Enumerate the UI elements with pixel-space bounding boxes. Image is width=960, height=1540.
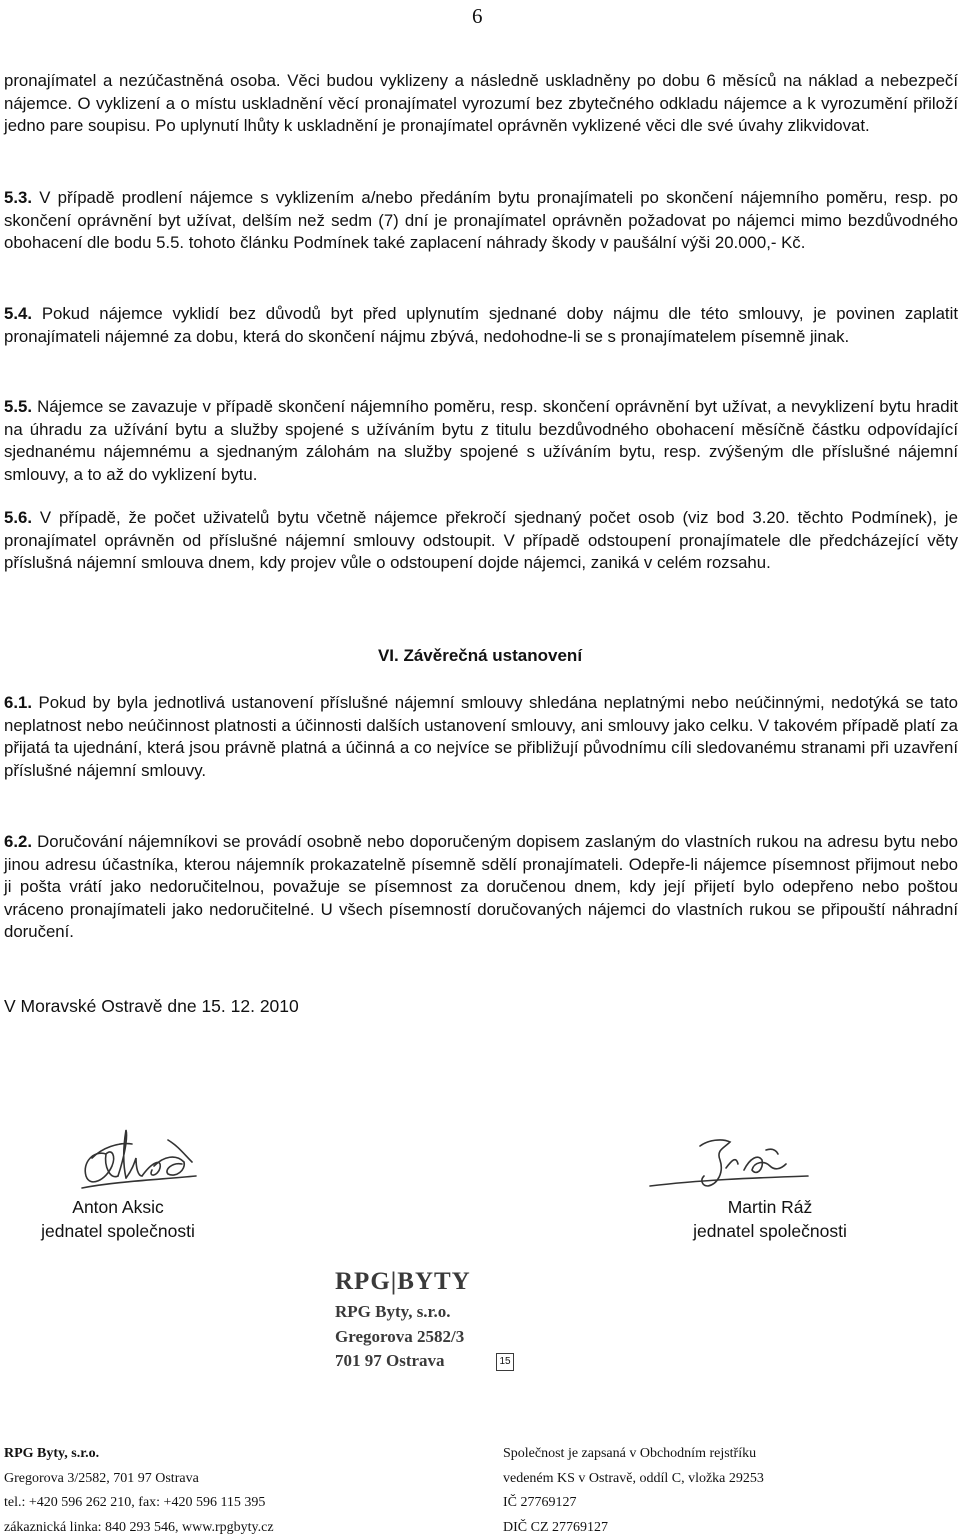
stamp-street: Gregorova 2582/3 xyxy=(335,1327,464,1347)
paragraph-text: Pokud by byla jednotlivá ustanovení příslušné nájemní smlouvy shledána neplatnými nebo neúčinnými, nedotýká se tato neplatnost nebo neúčinnost platnosti a účinnosti dalších ustanovení smlouvy, ani smlouvy jako celku. V takovém případě platí za přijatá ta ujednání, která jsou právně platná a účinná a co nejvíce se přibližují původnímu cíli sledovanému stranami při uzavření příslušné nájemní smlouvy. xyxy=(4,693,958,780)
paragraph-number: 5.4. xyxy=(4,304,32,323)
footer-dic: DIČ CZ 27769127 xyxy=(503,1516,943,1540)
page-number: 6 xyxy=(472,4,483,29)
signatory-name: Anton Aksic xyxy=(18,1195,218,1219)
paragraph-6-1 xyxy=(4,692,958,782)
footer-ico: IČ 27769127 xyxy=(503,1491,943,1516)
footer-phone: tel.: +420 596 262 210, fax: +420 596 115 395 xyxy=(4,1491,404,1516)
footer-company-name: RPG Byty, s.r.o. xyxy=(4,1442,404,1467)
paragraph-number: 5.6. xyxy=(4,508,32,527)
footer-court: vedeném KS v Ostravě, oddíl C, vložka 29253 xyxy=(503,1467,943,1492)
paragraph-text: Pokud nájemce vyklidí bez důvodů byt před uplynutím sjednané doby nájmu dle této smlouvy, je povinen zaplatit pronajímateli nájemné za dobu, která do skončení nájmu zbývá, nedohodne-li se s pronajímatelem písemně jinak. xyxy=(4,304,958,346)
paragraph-5-6 xyxy=(4,507,958,575)
footer-right xyxy=(503,1442,943,1540)
paragraph-text: V případě prodlení nájemce s vyklizením a/nebo předáním bytu pronajímateli po skončení nájemního poměru, resp. po skončení oprávnění byt užívat, delším než sedm (7) dní je pronajímatel oprávněn požadovat po nájemci mimo bezdůvodného obohacení dle bodu 5.5. tohoto článku Podmínek také zaplacení náhrady škody v paušální výši 20.000,- Kč. xyxy=(4,188,958,252)
footer-register: Společnost je zapsaná v Obchodním rejstříku xyxy=(503,1442,943,1467)
footer-address: Gregorova 3/2582, 701 97 Ostrava xyxy=(4,1467,404,1492)
paragraph-text: Doručování nájemníkovi se provádí osobně nebo doporučeným dopisem zaslaným do vlastních rukou na adresu bytu nebo jinou adresu účastníka, kterou nájemník prokazatelně písemně sdělí pronajímateli. Odepře-li nájemce písemnost přijmout nebo ji pošta vrátí jako nedoručitelnou, považuje se písemnost za doručenou dnem, kdy její přijetí bylo odepřeno nebo poštou vráceno pronajímateli jako nedoručitelné. U všech písemností doručovaných nájemci do vlastních rukou se připouští náhradní doručení. xyxy=(4,832,958,941)
signatory-name: Martin Ráž xyxy=(670,1195,870,1219)
paragraph-text: pronajímatel a nezúčastněná osoba. Věci budou vyklizeny a následně uskladněny po dobu 6 měsíců na náklad a nebezpečí nájemce. O vyklizení a o místu uskladnění věcí pronajímatel vyrozumí bez zbytečného odkladu nájemce a k vyrozumění přiloží jedno pare soupisu. Po uplynutí lhůty k uskladnění je pronajímatel oprávněn vyklizené věci dle své úvahy zlikvidovat. xyxy=(4,71,958,135)
company-stamp xyxy=(330,1262,530,1382)
stamp-city: 701 97 Ostrava xyxy=(335,1351,445,1371)
paragraph-number: 6.2. xyxy=(4,832,32,851)
signatory-role: jednatel společnosti xyxy=(670,1219,870,1243)
signatory-block-right xyxy=(670,1195,870,1243)
section-heading: VI. Závěrečná ustanovení xyxy=(0,646,960,666)
paragraph-number: 5.3. xyxy=(4,188,32,207)
signatory-role: jednatel společnosti xyxy=(18,1219,218,1243)
stamp-logo: RPG|BYTY xyxy=(335,1268,471,1296)
paragraph-5-2-continued xyxy=(4,70,958,138)
paragraph-6-2 xyxy=(4,831,958,944)
footer-left xyxy=(4,1442,404,1540)
paragraph-5-3 xyxy=(4,187,958,255)
paragraph-number: 6.1. xyxy=(4,693,32,712)
paragraph-5-5 xyxy=(4,396,958,486)
stamp-company: RPG Byty, s.r.o. xyxy=(335,1302,451,1322)
signature-right xyxy=(640,1130,815,1200)
signature-left xyxy=(72,1118,207,1198)
stamp-number: 15 xyxy=(496,1353,514,1371)
paragraph-number: 5.5. xyxy=(4,397,32,416)
footer-hotline: zákaznická linka: 840 293 546, www.rpgbyty.cz xyxy=(4,1516,404,1540)
paragraph-text: V případě, že počet uživatelů bytu včetně nájemce překročí sjednaný počet osob (viz bod 3.20. těchto Podmínek), je pronajímatel oprávněn od příslušné nájemní smlouvy odstoupit. V případě odstoupení pronajímatele dle předcházející věty příslušná nájemní smlouva dnem, kdy projev vůle o odstoupení dojde nájemci, zaniká v celém rozsahu. xyxy=(4,508,958,572)
place-and-date: V Moravské Ostravě dne 15. 12. 2010 xyxy=(4,996,299,1017)
paragraph-5-4 xyxy=(4,303,958,348)
paragraph-text: Nájemce se zavazuje v případě skončení nájemního poměru, resp. skončení oprávnění byt užívat, a nevyklizení bytu hradit na úhradu za užívání bytu a služby spojené s užíváním bytu z titulu bezdůvodného obohacení měsíčně částku odpovídající sjednanému nájemnému a sjednaným zálohám na služby spojené s užíváním bytu, resp. zvýšeným dle příslušné nájemní smlouvy, a to až do vyklizení bytu. xyxy=(4,397,958,484)
signatory-block-left xyxy=(18,1195,218,1243)
